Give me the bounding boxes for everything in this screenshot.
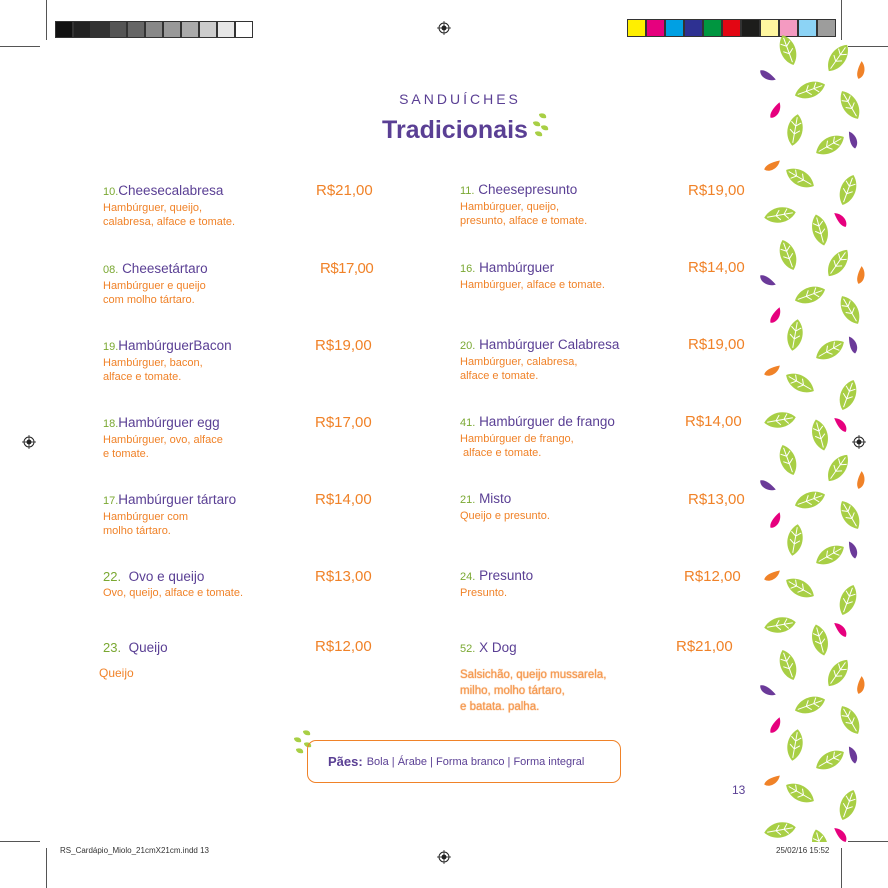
item-price: R$21,00 — [676, 638, 733, 655]
item-price: R$12,00 — [684, 568, 741, 585]
item-description: Hambúrguer de frango, — [460, 433, 574, 445]
item-description: Hambúrguer com — [103, 511, 188, 523]
item-number: 10. — [103, 186, 119, 198]
item-number: 23. — [103, 640, 122, 655]
item-name: Hambúrguer Calabresa — [479, 337, 620, 352]
item-name: Hambúrguer de frango — [479, 414, 615, 429]
item-name: Presunto — [479, 568, 534, 583]
item-price: R$21,00 — [316, 182, 373, 199]
bread-options-box — [307, 740, 621, 783]
item-description: Hambúrguer, calabresa, — [460, 356, 578, 368]
item-price: R$13,00 — [688, 491, 745, 508]
item-description: Hambúrguer, alface e tomate. — [460, 279, 605, 291]
item-number: 41. — [460, 417, 476, 429]
item-price: R$19,00 — [688, 336, 745, 353]
item-description: molho tártaro. — [103, 525, 171, 537]
item-name: Cheesecalabresa — [118, 183, 224, 198]
item-name: Ovo e queijo — [128, 569, 205, 584]
leaf-sprig-icon — [529, 110, 551, 140]
page-number: 13 — [732, 783, 746, 797]
item-description: Ovo, queijo, alface e tomate. — [103, 587, 244, 599]
registration-mark-icon — [437, 850, 451, 864]
item-description: milho, molho tártaro, — [460, 685, 565, 697]
item-price: R$13,00 — [315, 568, 372, 585]
item-name: Queijo — [128, 640, 168, 655]
print-slug-filename: RS_Cardápio_Miolo_21cmX21cm.indd 13 — [60, 846, 209, 855]
item-price: R$19,00 — [315, 337, 372, 354]
item-number: 11. — [460, 185, 475, 197]
item-description: Presunto. — [460, 587, 508, 599]
item-name: HambúrguerBacon — [118, 338, 232, 353]
item-description: calabresa, alface e tomate. — [103, 216, 236, 228]
bread-options-list: Bola | Árabe | Forma branco | Forma integral — [366, 755, 585, 768]
item-description: Queijo — [99, 666, 134, 680]
item-number: 20. — [460, 340, 476, 352]
item-name: Cheesetártaro — [122, 261, 208, 276]
item-description: Hambúrguer, queijo, — [460, 201, 560, 213]
registration-mark-icon — [22, 435, 36, 449]
item-number: 19. — [103, 341, 119, 353]
item-description: e batata. palha. — [460, 701, 540, 713]
item-description: Queijo e presunto. — [460, 510, 550, 522]
bread-options-label: Pães: — [328, 754, 363, 769]
item-name: Misto — [479, 491, 512, 506]
item-description: e tomate. — [103, 448, 149, 460]
item-price: R$14,00 — [685, 413, 742, 430]
grayscale-bar — [55, 21, 253, 38]
item-number: 22. — [103, 569, 122, 584]
item-number: 52. — [460, 643, 476, 655]
item-description: Hambúrguer e queijo — [103, 280, 206, 292]
leaf-pattern-border — [760, 30, 868, 842]
item-description: alface e tomate. — [460, 447, 542, 459]
item-name: Hambúrguer — [479, 260, 555, 275]
item-price: R$12,00 — [315, 638, 372, 655]
item-description: com molho tártaro. — [103, 294, 195, 306]
section-title: Tradicionais — [382, 116, 528, 144]
item-price: R$19,00 — [688, 182, 745, 199]
item-name: Cheesepresunto — [478, 182, 578, 197]
item-price: R$17,00 — [320, 260, 374, 277]
item-name: X Dog — [479, 640, 517, 655]
item-price: R$14,00 — [315, 491, 372, 508]
item-price: R$14,00 — [688, 259, 745, 276]
item-description: alface e tomate. — [103, 371, 182, 383]
item-name: Hambúrguer egg — [118, 415, 220, 430]
section-subtitle: SANDUÍCHES — [399, 91, 521, 107]
item-price: R$17,00 — [315, 414, 372, 431]
item-description: alface e tomate. — [460, 370, 539, 382]
item-description: Hambúrguer, queijo, — [103, 202, 203, 214]
item-description: presunto, alface e tomate. — [460, 215, 588, 227]
item-number: 17. — [103, 495, 119, 507]
item-number: 16. — [460, 263, 476, 275]
item-number: 21. — [460, 494, 476, 506]
print-slug-date: 25/02/16 15:52 — [776, 846, 830, 855]
item-number: 08. — [103, 264, 119, 276]
item-description: Salsichão, queijo mussarela, — [460, 669, 607, 681]
item-name: Hambúrguer tártaro — [118, 492, 237, 507]
item-description: Hambúrguer, ovo, alface — [103, 434, 223, 446]
item-number: 24. — [460, 571, 476, 583]
item-number: 18. — [103, 418, 119, 430]
item-description: Hambúrguer, bacon, — [103, 357, 203, 369]
registration-mark-icon — [437, 21, 451, 35]
